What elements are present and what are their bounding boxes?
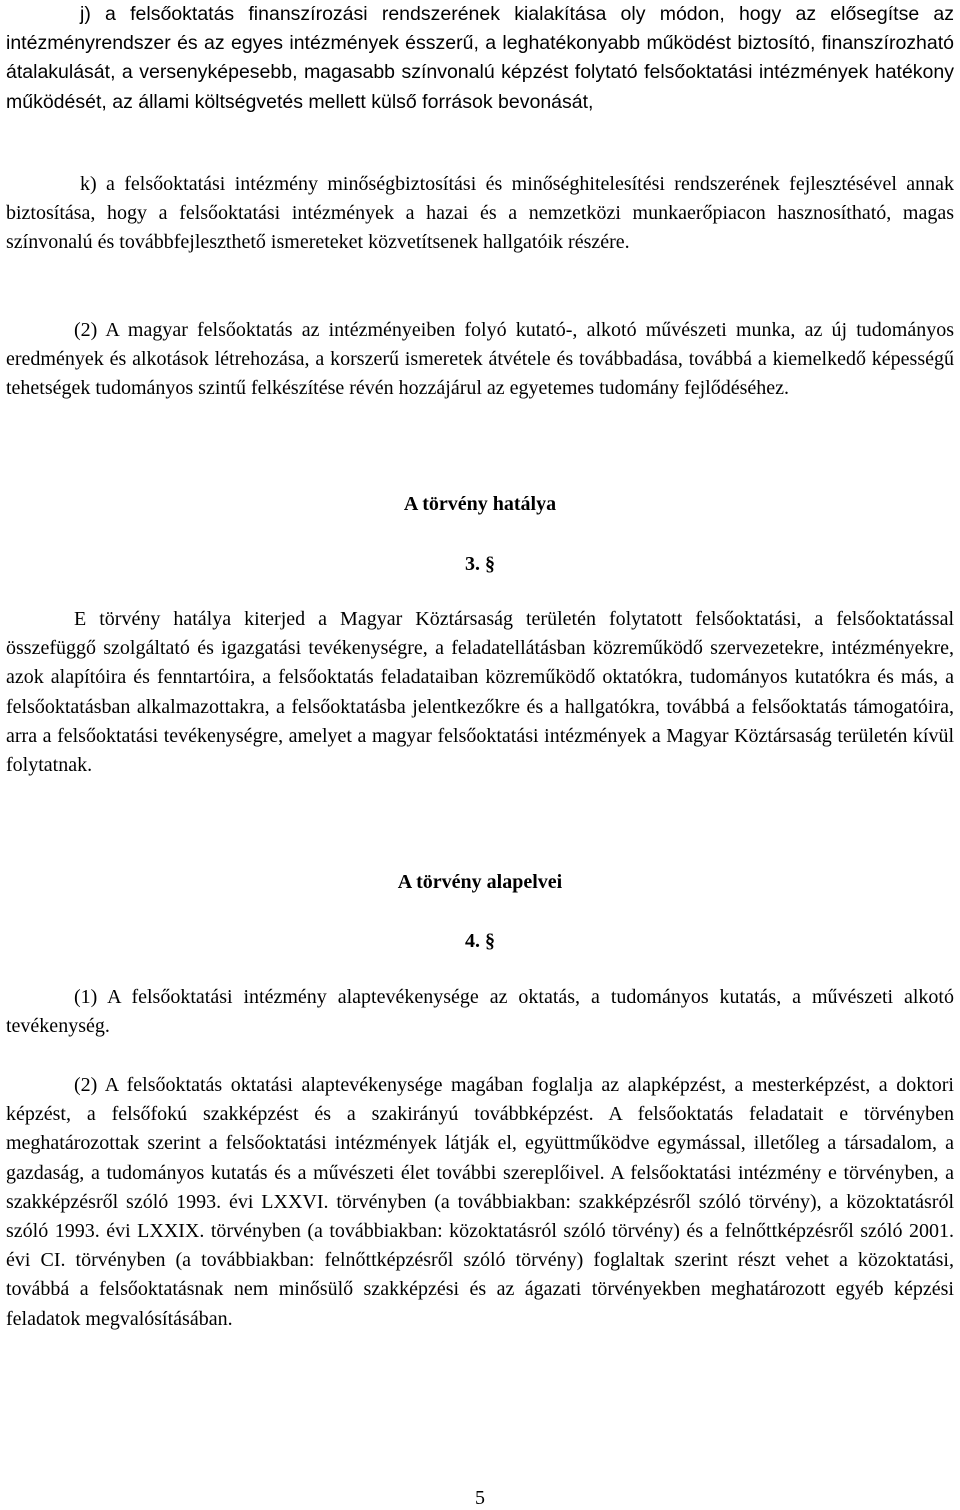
paragraph-section-4-subsection-2: (2) A felsőoktatás oktatási alaptevékenysége magában foglalja az alapképzést, a mesterképzést, a doktori képzést, a felsőfokú szakképzést és a szakirányú továbbképzést. A felsőoktatás feladatait e törvényben meghatározottak szerint a felsőoktatási intézmények látják el, együttműködve egymással, illetőleg a társadalom, a gazdaság, a tudományos kutatás és a művészeti élet további szereplőivel. A felsőoktatási intézmény e törvényben, a szakképzésről szóló 1993. évi LXXVI. törvényben (a továbbiakban: szakképzésről szóló törvény), a közoktatásról szóló 1993. évi LXXIX. törvényben (a továbbiakban: közoktatásról szóló törvény) és a felnőttképzésről szóló 2001. évi CI. törvényben (a továbbiakban: felnőttképzésről szóló törvény) foglaltak szerint részt vehet a közoktatási, továbbá a felsőoktatásnak nem minősülő szakképzési és az ágazati törvényekben meghatározott egyéb képzési feladatok megvalósításában. [6, 1074, 954, 1330]
paragraph-point-k: k) a felsőoktatási intézmény minőségbiztosítási és minőséghitelesítési rendszerének fejlesztésével annak biztosítása, hogy a felsőoktatási intézmények a hazai és a nemzetközi munkaerőpiacon hasznosítható, magas színvonalú és továbbfejleszthető ismereteket közvetítsenek hallgatóik részére. [6, 173, 954, 254]
heading-section-4: 4. § [465, 930, 495, 952]
paragraph-section-4-subsection-1: (1) A felsőoktatási intézmény alaptevékenysége az oktatás, a tudományos kutatás, a művészeti alkotó tevékenység. [6, 986, 954, 1038]
paragraph-point-j: j) a felsőoktatás finanszírozási rendszerének kialakítása oly módon, hogy az elősegítse az intézményrendszer és az egyes intézmények ésszerű, a leghatékonyabb működést biztosító, finanszírozható átalakulását, a versenyképesebb, magasabb színvonalú képzést folytató felsőoktatási intézmények hatékony működését, az állami költségvetés mellett külső források bevonását, [6, 3, 954, 113]
page-number: 5 [475, 1487, 485, 1509]
heading-section-3: 3. § [465, 553, 495, 575]
heading-principles-title: A törvény alapelvei [397, 871, 563, 893]
heading-scope-title: A törvény hatálya [403, 493, 557, 515]
paragraph-section-2-subsection-2: (2) A magyar felsőoktatás az intézményeiben folyó kutató-, alkotó művészeti munka, az új tudományos eredmények és alkotások létrehozása, a korszerű ismeretek átvétele és továbbadása, továbbá a kiemelkedő képességű tehetségek tudományos szintű felkészítése révén hozzájárul az egyetemes tudomány fejlődéséhez. [6, 319, 954, 400]
paragraph-section-3: E törvény hatálya kiterjed a Magyar Köztársaság területén folytatott felsőoktatási, a felsőoktatással összefüggő szolgáltató és igazgatási tevékenységre, a feladatellátásban közreműködő szervezetekre, intézményekre, azok alapítóira és fenntartóira, a felsőoktatás feladataiban közreműködő oktatókra, tudományos kutatókra és más, a felsőoktatásban alkalmazottakra, a felsőoktatásba jelentkezőkre és a hallgatókra, továbbá a felsőoktatás támogatóira, arra a felsőoktatási tevékenységre, amelyet a magyar felsőoktatási intézmények a Magyar Köztársaság területén kívül folytatnak. [6, 608, 954, 777]
